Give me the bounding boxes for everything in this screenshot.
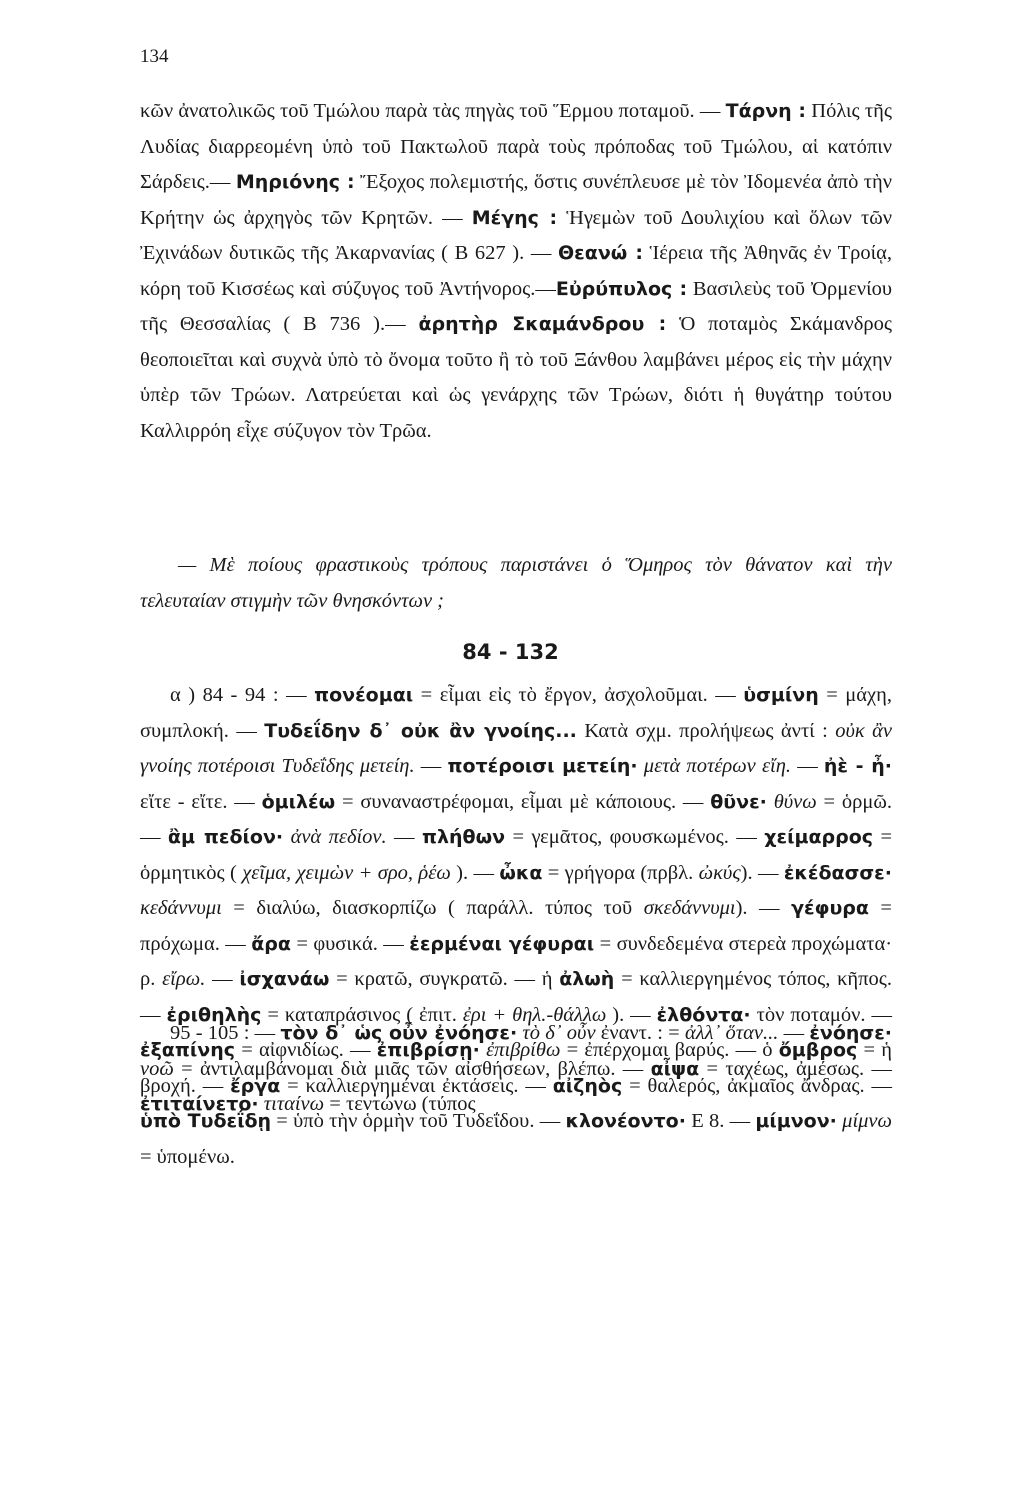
italic-gloss: εἴρω. [162,968,206,990]
gloss-text: τὸν ποταμόν. — [750,1003,892,1026]
gloss-text: = ὁρμῶ. — [140,790,893,848]
gloss-text: = καλλιεργημένος τόπος, κῆπος. — [140,968,892,1026]
headword: ποτέροισι μετείη· [447,755,638,777]
headword: ἐριθηλὴς [166,1003,262,1026]
gloss-text: Ἱέρεια τῆς Ἀθηνᾶς ἐν Τροίᾳ, κόρη τοῦ Κισσέως καὶ σύζυγος τοῦ Ἀντήνορος.— [140,242,892,300]
italic-gloss: ἀνὰ πεδίον. [290,826,387,848]
headword: ἀρητὴρ Σκαμάνδρου : [418,313,667,335]
gloss-text: — [778,1022,810,1044]
headword: ἂμ πεδίον· [167,826,284,848]
headword: κλονέοντο· [565,1110,686,1132]
headword: ἐτιταίνετο· [140,1093,259,1115]
headword: ἠὲ - ἦ· [823,755,892,777]
gloss-text: — [205,968,240,990]
gloss-text: κῶν ἀνατολικῶς τοῦ Τμώλου παρὰ τὰς πηγὰς τοῦ Ἕρμου ποταμοῦ. — [140,100,726,122]
gloss-text: — [386,826,422,848]
headword: ἔργα [230,1074,281,1097]
gloss-text: = αἰφνιδίως. — [235,1039,377,1061]
gloss-text: ἐναντ. : = [595,1022,685,1044]
italic-gloss: κεδάννυμι [140,897,222,919]
headword: πονέομαι [314,684,414,706]
headword: ἀλωὴ [559,968,615,990]
gloss-text: = ὑπὸ τὴν ὁρμὴν τοῦ Τυδεΐδου. — [271,1110,566,1132]
page-number: 134 [140,46,169,67]
headword: Μηριόνης : [235,171,355,193]
headword: ἰσχανάω [239,968,330,990]
headword: Μέγης : [471,206,558,229]
italic-gloss: μίμνω [842,1110,893,1132]
gloss-text: Βασιλεὺς τοῦ Ὀρμενίου τῆς Θεσσαλίας ( Β 736 ).— [140,277,892,335]
headword: Τάρνη : [725,100,807,122]
gloss-text [767,791,774,813]
gloss-text: = γεμᾶτος, φουσκωμένος. — [505,826,765,848]
headword: αἶψα [650,1057,700,1080]
gloss-text [283,826,290,848]
study-question: — Μὲ ποίους φραστικοὺς τρόπους παριστάνει ὁ Ὅμηρος τὸν θάνατον καὶ τὴν τελευταίαν στιγμὴν τῶν θνησκόντων ; [140,554,892,612]
headword: μίμνον· [755,1110,837,1132]
gloss-text: = καλλιεργημέναι ἐκτάσεις. — [280,1074,553,1097]
italic-gloss: χεῖμα, χειμὼν + σρο, ῥέω [242,861,451,884]
headword: ὁμιλέω [261,790,336,813]
gloss-text: — [791,755,824,777]
gloss-text: = ὁρμητικὸς ( [140,826,893,884]
italic-gloss: μετὰ ποτέρων εἴη. [643,755,792,777]
headword: ἐκέδασσε· [783,861,892,884]
headword: ἐερμέναι γέφυραι [409,932,595,955]
headword: τὸν δ᾽ ὡς οὖν ἐνόησε· [280,1022,518,1044]
gloss-text: = καταπράσινος ( ἐπιτ. [261,1003,463,1026]
italic-gloss: ἐπιβρίθω [486,1039,561,1061]
italic-gloss: ἐρι + θηλ.-θάλλω [462,1003,607,1026]
gloss-text: = φυσικά. — [290,932,410,955]
gloss-text: = μάχη, συμπλοκή. — [140,684,892,742]
italic-gloss: νοῶ [140,1057,174,1080]
gloss-text: = ἡ βροχή. — [140,1039,892,1097]
headword: ἐξαπίνης [140,1039,236,1061]
headword: ὑσμίνη [743,684,819,706]
glossary-paragraph-1 [140,94,892,449]
headword: πλήθων [421,826,506,848]
gloss-text: = θαλερός, ἀκμαῖος ἄνδρας. — [622,1074,892,1097]
gloss-text: Ἔξοχος πολεμιστής, ὅστις συνέπλευσε μὲ τὸν Ἰδομενέα ἀπὸ τὴν Κρήτην ὡς ἀρχηγὸς τῶν Κρητῶν. — [140,171,892,229]
headword: Θεανώ : [558,242,643,264]
gloss-text: = εἶμαι εἰς τὸ ἔργον, ἀσχολοῦμαι. — [413,684,744,706]
italic-gloss: θύνω [773,790,817,813]
gloss-text: ). — [735,897,792,919]
gloss-text: Ἡγεμὼν τοῦ Δουλιχίου καὶ ὅλων τῶν Ἐχινάδων δυτικῶς τῆς Ἀκαρνανίας ( Β 627 ). — [140,206,892,264]
gloss-text: ). — [450,861,500,884]
italic-gloss: σκεδάννυμι [643,897,736,919]
gloss-text: = διαλύω, διασκορπίζω ( παράλλ. τύπος τοῦ [221,897,644,919]
headword: γέφυρα [791,897,869,919]
gloss-text: = ἀντιλαμβάνομαι διὰ μιᾶς τῶν αἰσθήσεων, βλέπω. — [173,1057,651,1080]
section-heading: 84 - 132 [462,640,559,664]
gloss-text: = συνδεδεμένα στερεὰ προχώματα· ρ. [140,932,893,990]
gloss-text: Πόλις τῆς Λυδίας διαρρεομένη ὑπὸ τοῦ Πακτωλοῦ παρὰ τοὺς πρόποδας τοῦ Τμώλου, αἱ κατόπιν Σάρδεις.— [140,100,892,193]
italic-gloss: οὐκ ἂν γνοίης ποτέροισι Τυδεΐδης μετείη. [140,719,892,777]
headword: ἐλθόντα· [656,1003,751,1026]
gloss-text: 95 - 105 : — [170,1022,281,1044]
headword: αἰζηὸς [552,1074,623,1097]
gloss-text: — [414,755,448,777]
headword: χείμαρρος [764,826,874,848]
gloss-text: Κατὰ σχμ. προλήψεως ἀντί : [576,719,836,742]
italic-gloss: τὸ δ᾽ οὖν [522,1022,596,1044]
gloss-text: = πρόχωμα. — [140,897,892,955]
gloss-text: = ὑπομένω. [140,1145,235,1168]
gloss-text: ). — [740,861,784,884]
italic-gloss: ὠκύς [698,861,741,884]
gloss-text: = συναναστρέφομαι, εἶμαι μὲ κάποιους. — [335,790,711,813]
glossary-paragraph-3 [140,1016,892,1123]
headword: ὦκα [499,861,543,884]
gloss-text: = ἐπέρχομαι βαρύς. — ὁ [560,1039,779,1061]
gloss-text: = κρατῶ, συγκρατῶ. — ἡ [329,968,560,990]
gloss-text: = ταχέως, ἀμέσως. — [699,1057,892,1080]
headword: θῦνε· [710,790,767,813]
headword: ἐνόησε· [809,1022,893,1044]
gloss-text: εἴτε - εἴτε. — [140,790,262,813]
headword: ἄρα [251,932,291,955]
headword: ὄμβρος [778,1039,858,1061]
headword: ἐπιβρίσῃ· [376,1039,480,1061]
italic-gloss: ἀλλ᾽ ὅταν... [684,1022,779,1044]
headword: Εὐρύπυλος : [555,277,688,300]
headword: Τυδεΐδην δ᾽ οὐκ ἂν γνοίης... [264,719,577,742]
gloss-text: Ὁ ποταμὸς Σκάμανδρος θεοποιεῖται καὶ συχνὰ ὑπὸ τὸ ὄνομα τοῦτο ἢ τὸ τοῦ Ξάνθου λαμβάνει μέρος εἰς τὴν μάχην ὑπὲρ τῶν Τρώων. Λατρεύεται καὶ ὡς γενάρχης τῶν Τρώων, διότι ἡ θυγάτηρ τούτου Καλλιρρόη εἶχε σύζυγον τὸν Τρῶα. [140,313,892,442]
gloss-text: Ε 8. — [685,1110,756,1132]
gloss-text: ). — [606,1003,657,1026]
gloss-text: α ) 84 - 94 : — [170,684,315,706]
gloss-text: = τεντώνω (τύπος [324,1093,476,1115]
italic-gloss: τιταίνω [263,1093,325,1115]
gloss-text: = γρήγορα (πρβλ. [542,861,699,884]
headword: ὑπὸ Τυδεΐδῃ [140,1110,272,1132]
